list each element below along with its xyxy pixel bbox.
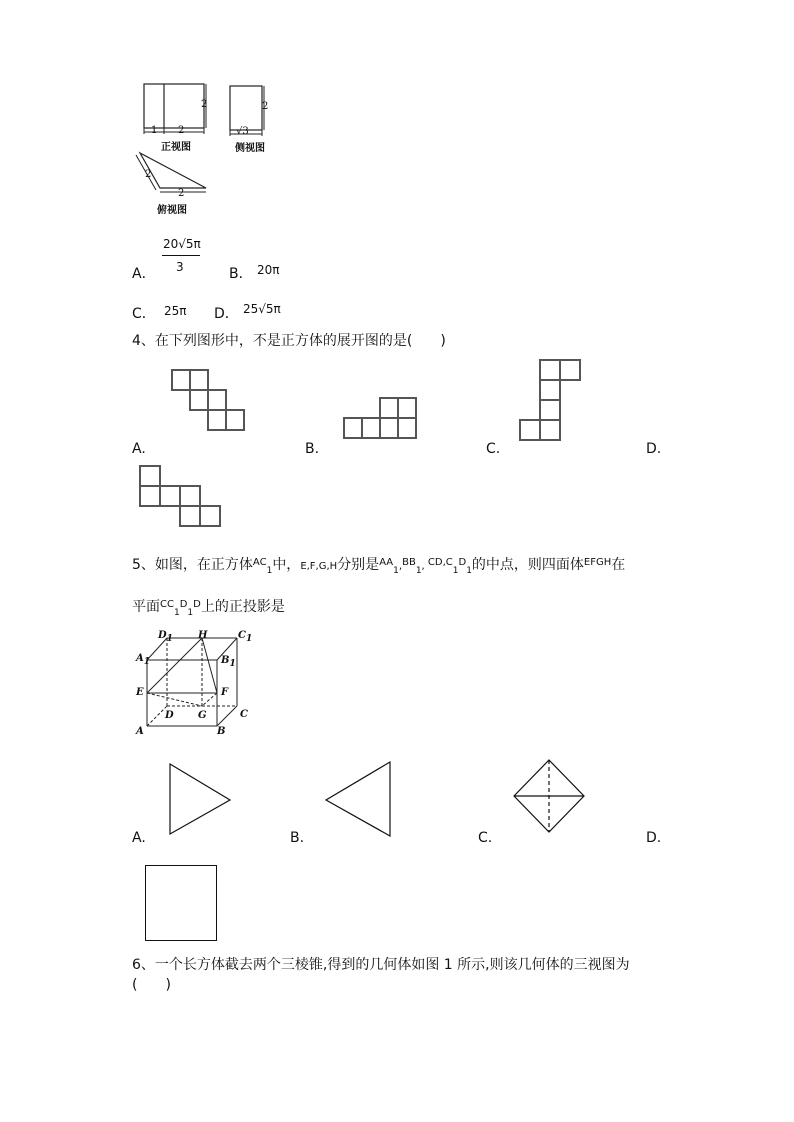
q5-sub: 1 — [187, 607, 194, 618]
label-c1: C1 — [238, 630, 253, 644]
q5-text: 平面 — [132, 599, 160, 615]
label-g: G — [198, 710, 207, 721]
q5-edge: D — [458, 557, 467, 568]
label-b: B — [217, 726, 226, 737]
q5-sub: 1 — [452, 565, 459, 576]
q5-sub: 1 — [466, 565, 472, 576]
q3-option-a-denominator: 3 — [176, 260, 184, 274]
q5-sep: , — [421, 561, 428, 572]
q5-option-b-triangle — [322, 758, 394, 838]
q4-option-c[interactable]: C. — [486, 441, 501, 457]
q5-cube-name: AC — [252, 557, 267, 568]
label-e: E — [136, 687, 144, 698]
label-c: C — [240, 709, 248, 720]
q3-option-b-value: 20π — [257, 263, 280, 277]
q4-net-d — [138, 464, 228, 530]
q3-option-c-letter[interactable]: C． — [132, 306, 156, 322]
front-dim-1: 1 — [151, 125, 158, 136]
q3-option-a-fraction-bar — [162, 255, 200, 256]
q5-plane: D — [179, 599, 188, 610]
q3-option-b-letter[interactable]: B． — [229, 266, 253, 282]
q4-option-a[interactable]: A. — [132, 441, 146, 457]
q4-net-a — [170, 368, 250, 438]
q3-option-a-numerator: 20√5π — [163, 237, 201, 251]
q5-option-d-square — [145, 865, 217, 941]
q5-text: 5、如图，在正方体 — [132, 557, 253, 573]
q5-option-d[interactable]: D. — [646, 830, 662, 846]
side-dim-width: √3 — [236, 126, 249, 137]
side-view-label: 侧视图 — [235, 143, 265, 154]
q4-option-d[interactable]: D. — [646, 441, 662, 457]
q4-net-b — [342, 396, 422, 442]
q6-question-line2: ( ) — [132, 977, 171, 993]
q5-sub: 1 — [173, 607, 180, 618]
front-view-label: 正视图 — [161, 142, 191, 153]
q3-option-d-value: 25√5π — [243, 302, 281, 316]
q5-points: E,F,G,H — [300, 561, 338, 572]
q3-option-d-letter[interactable]: D． — [214, 306, 239, 322]
q5-option-a[interactable]: A. — [132, 830, 146, 846]
q3-option-c-value: 25π — [164, 304, 187, 318]
top-dim-side: 2 — [145, 169, 152, 180]
q5-edge: CD,C — [427, 557, 453, 568]
q4-option-b[interactable]: B. — [305, 441, 320, 457]
q5-question-line2 — [132, 596, 285, 622]
top-dim-bottom: 2 — [178, 188, 185, 199]
front-view-diagram — [138, 80, 208, 140]
q5-option-a-triangle — [164, 758, 234, 838]
q5-option-b[interactable]: B. — [290, 830, 305, 846]
label-a: A — [136, 726, 144, 737]
q4-question: 4、在下列图形中，不是正方体的展开图的是( ) — [132, 333, 446, 349]
q5-option-c[interactable]: C. — [478, 830, 493, 846]
q5-plane: D — [193, 599, 201, 610]
label-h: H — [198, 630, 208, 641]
q6-question-line1: 6、一个长方体截去两个三棱锥,得到的几何体如图 1 所示,则该几何体的三视图为 — [132, 957, 630, 973]
front-dim-2: 2 — [178, 125, 185, 136]
q5-edge: AA — [379, 557, 394, 568]
top-view-diagram — [132, 148, 212, 203]
q4-net-c — [518, 358, 588, 442]
q5-sub: 1 — [415, 565, 422, 576]
front-dim-height: 2 — [201, 99, 208, 110]
q5-question-line1 — [132, 554, 625, 580]
q3-option-a-letter[interactable]: A． — [132, 266, 156, 282]
label-f: F — [221, 687, 229, 698]
q5-plane: CC — [160, 599, 174, 610]
q5-sub: 1 — [393, 565, 399, 576]
label-d1: D1 — [158, 630, 173, 644]
q5-sep: , — [398, 561, 403, 572]
q5-text: 上的正投影是 — [200, 599, 285, 615]
label-d: D — [165, 710, 174, 721]
top-view-label: 俯视图 — [157, 205, 187, 216]
q5-sub: 1 — [266, 565, 273, 576]
side-dim-height: 2 — [262, 101, 269, 112]
q5-edge: BB — [402, 557, 416, 568]
q5-text: 中， — [272, 557, 301, 573]
label-a1: A1 — [136, 653, 151, 667]
q5-text: 在 — [611, 557, 626, 573]
q5-cube-diagram — [132, 628, 252, 738]
q5-text: 的中点，则四面体 — [471, 557, 584, 573]
label-b1: B1 — [221, 655, 236, 669]
q5-tetra: EFGH — [583, 557, 612, 568]
q5-text: 分别是 — [337, 557, 380, 573]
q5-option-c-diamond — [512, 758, 586, 838]
